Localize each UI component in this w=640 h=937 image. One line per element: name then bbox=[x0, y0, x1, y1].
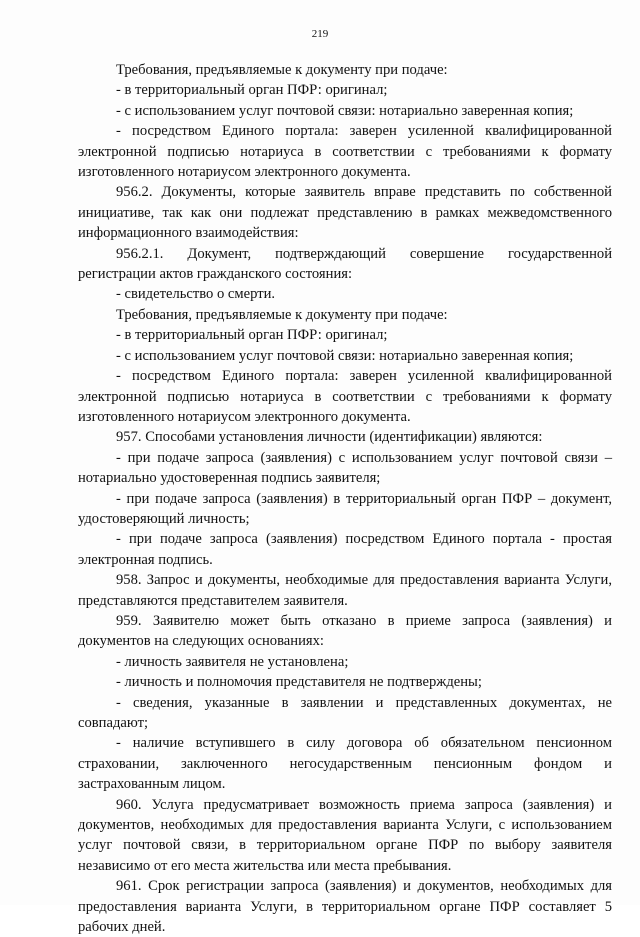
list-item: - наличие вступившего в силу договора об обязательном пенсионном страховании, заключенного негосударственным пенсионным фондом и застрахованным лицом. bbox=[78, 735, 612, 793]
paragraph: 958. Запрос и документы, необходимые для предоставления варианта Услуги, представляются представителем заявителя. bbox=[78, 572, 612, 609]
list-item: - личность и полномочия представителя не подтверждены; bbox=[116, 674, 482, 691]
paragraph: Требования, предъявляемые к документу при подаче: bbox=[116, 306, 448, 323]
paragraph: 956.2.1. Документ, подтверждающий совершение государственной регистрации актов гражданского состояния: bbox=[78, 245, 612, 283]
paragraph: 961. Срок регистрации запроса (заявления) и документов, необходимых для предоставления варианта Услуги, в территориальном органе ПФР составляет 5 рабочих дней. bbox=[78, 878, 612, 936]
list-item: - в территориальный орган ПФР: оригинал; bbox=[116, 327, 388, 344]
list-item: - сведения, указанные в заявлении и представленных документах, не совпадают; bbox=[78, 694, 612, 731]
list-item: - посредством Единого портала: заверен усиленной квалифицированной электронной подписью нотариуса в соответствии с требованиями к формату изготовленного нотариусом электронного документа. bbox=[78, 123, 612, 181]
page-number: 219 bbox=[311, 28, 329, 40]
paragraph: Требования, предъявляемые к документу при подаче: bbox=[116, 62, 448, 78]
paragraph: 956.2. Документы, которые заявитель вправе представить по собственной инициативе, так как они подлежат представлению в рамках межведомственного информационного взаимодействия: bbox=[78, 184, 612, 242]
document-body bbox=[78, 60, 612, 937]
list-item: - при подаче запроса (заявления) посредством Единого портала - простая электронная подпись. bbox=[78, 531, 612, 568]
list-item: - с использованием услуг почтовой связи: нотариально заверенная копия; bbox=[116, 102, 574, 119]
paragraph: 959. Заявителю может быть отказано в приеме запроса (заявления) и документов на следующих основаниях: bbox=[78, 612, 612, 650]
list-item: - личность заявителя не установлена; bbox=[116, 653, 349, 670]
list-item: - посредством Единого портала: заверен усиленной квалифицированной электронной подписью нотариуса в соответствии с требованиями к формату изготовленного нотариусом электронного документа. bbox=[78, 368, 612, 425]
list-item: - при подаче запроса (заявления) с использованием услуг почтовой связи – нотариально удостоверенная подпись заявителя; bbox=[78, 449, 612, 487]
list-item: - в территориальный орган ПФР: оригинал; bbox=[116, 82, 388, 99]
list-item: - при подаче запроса (заявления) в территориальный орган ПФР – документ, удостоверяющий личность; bbox=[78, 490, 612, 527]
list-item: - с использованием услуг почтовой связи: нотариально заверенная копия; bbox=[116, 347, 574, 364]
paragraph: 960. Услуга предусматривает возможность приема запроса (заявления) и документов, необходимых для предоставления варианта Услуги, с использованием услуг почтовой связи, в территориальном органе ПФР по выбору заявителя независимо от его места жительства или места пребывания. bbox=[78, 796, 612, 874]
paragraph: 957. Способами установления личности (идентификации) являются: bbox=[116, 429, 543, 446]
list-item: - свидетельство о смерти. bbox=[116, 286, 276, 303]
